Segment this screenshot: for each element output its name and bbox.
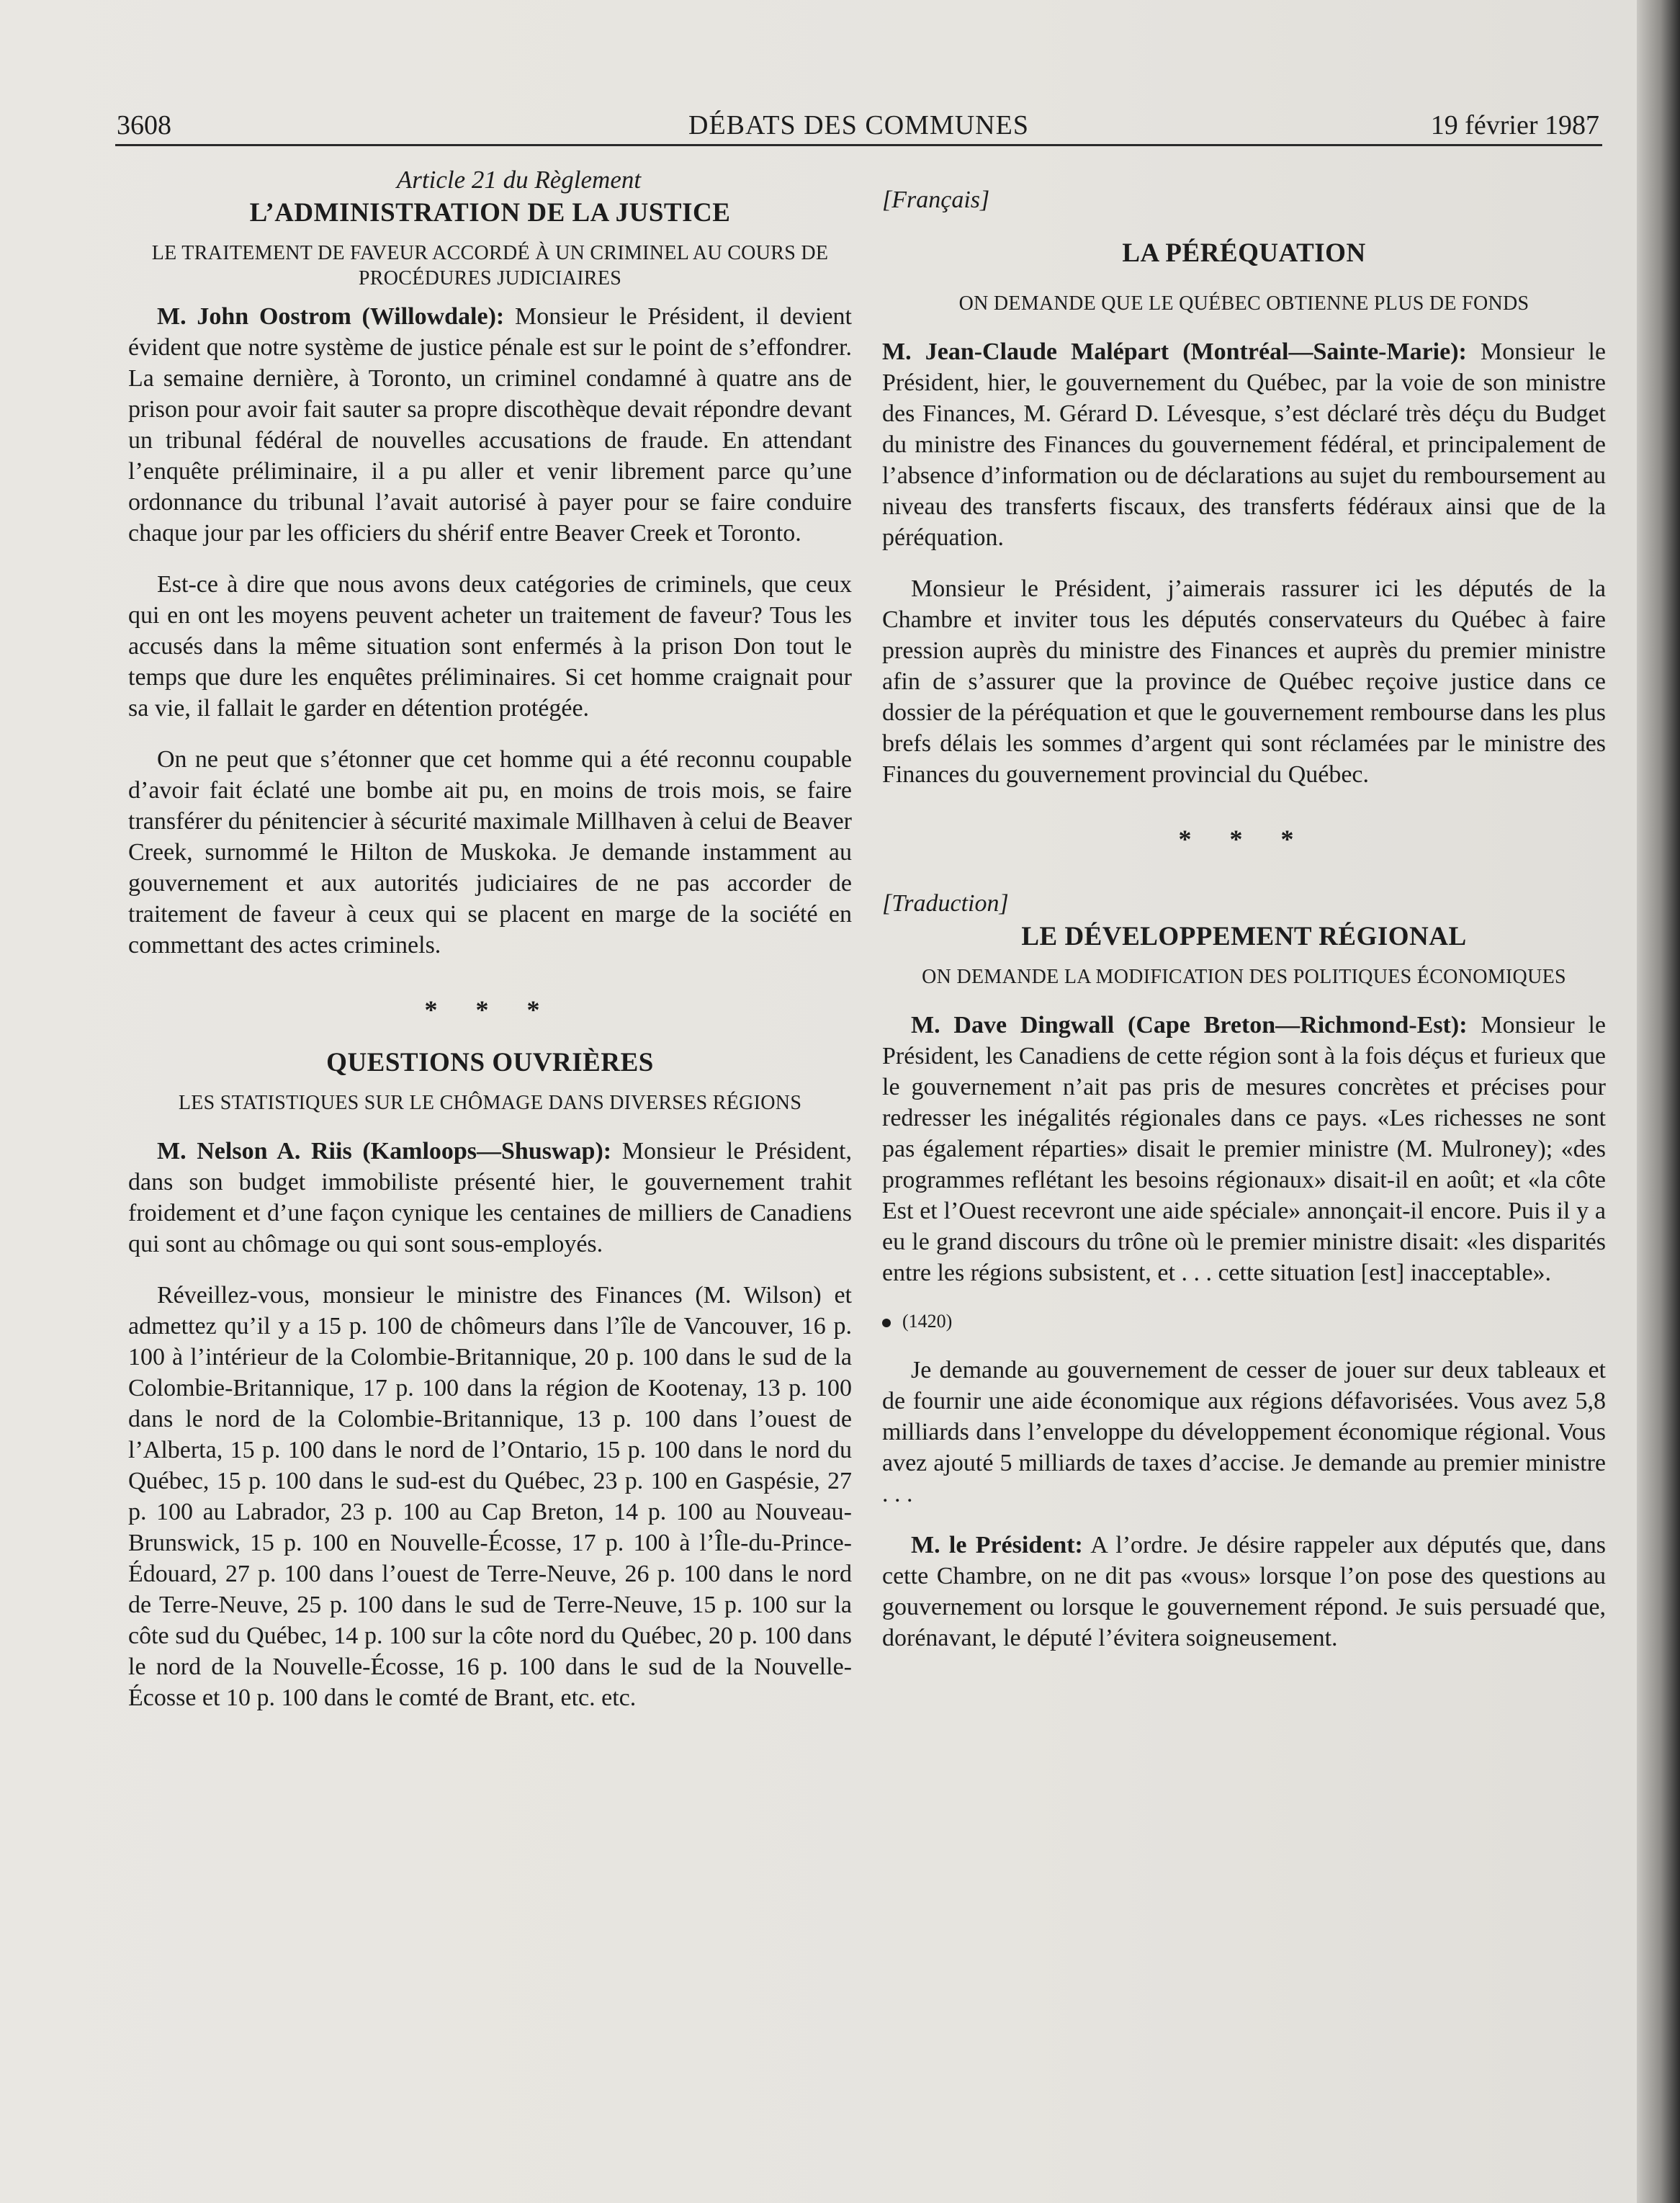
subtitle-unemployment: LES STATISTIQUES SUR LE CHÔMAGE DANS DIVERSES RÉGIONS (178, 1092, 802, 1114)
section-separator: * * * (1178, 825, 1310, 853)
language-marker-translation: [Traduction] (882, 890, 1009, 917)
speaker-oostrom: M. John Oostrom (Willowdale): (157, 303, 505, 330)
standing-order-reference: Article 21 du Règlement (396, 166, 642, 194)
section-title-equalization: LA PÉRÉQUATION (1122, 238, 1366, 268)
page-number: 3608 (117, 110, 171, 140)
speaker-riis: M. Nelson A. Riis (Kamloops—Shuswap): (157, 1138, 612, 1165)
section-title-regional-development: LE DÉVELOPPEMENT RÉGIONAL (1021, 922, 1467, 951)
paragraph-millhaven: On ne peut que s’étonner que cet homme qui a été reconnu coupable d’avoir fait éclaté une bombe ait pu, en moins de trois mois, se faire transférer du pénitencier à sécurité maximale Millhaven à celui de Beaver Creek, surnommé le Hilton de Muskoka. Je demande instamment au gouvernement et aux autorités judiciaires de ne pas accorder de traitement de faveur à ceux qui se placent en marge de la société en commettant des actes criminels. (128, 746, 852, 959)
speaker-dingwall: M. Dave Dingwall (Cape Breton—Richmond-Est): (911, 1012, 1468, 1038)
paragraph-oostrom (128, 301, 852, 549)
running-header (115, 101, 1602, 146)
subtitle-favour-treatment: LE TRAITEMENT DE FAVEUR ACCORDÉ À UN CRIMINEL AU COURS DE PROCÉDURES JUDICIAIRES (151, 242, 829, 290)
bullet-icon (882, 1319, 891, 1327)
malepart-statement: Monsieur le Président, hier, le gouvernement du Québec, par la voie de son ministre des Finances, M. Gérard D. Lévesque, s’est déclaré très déçu du Budget du ministre des Finances du gouvernement fédéral, et principalement de l’absence d’information ou de déclarations au sujet du remboursement au niveau des transferts fiscaux, des transferts fédéraux ainsi que de la péréquation. (882, 338, 1606, 551)
language-marker-french: [Français] (882, 187, 990, 213)
paragraph-speaker-order (882, 1530, 1606, 1654)
paragraph-two-categories: Est-ce à dire que nous avons deux catégories de criminels, que ceux qui en ont les moyens peuvent acheter un traitement de faveur? Tous les accusés dans la même situation sont enfermés à la prison Don tout le temps que dure les enquêtes préliminaires. Si cet homme craignait pour sa vie, il fallait le garder en détention protégée. (128, 571, 852, 722)
speaker-malepart: M. Jean-Claude Malépart (Montréal—Sainte-Marie): (882, 338, 1467, 365)
paragraph-reassure-members: Monsieur le Président, j’aimerais rassurer ici les députés de la Chambre et inviter tous les députés conservateurs du Québec à faire pression auprès du ministre des Finances et auprès du premier ministre afin de s’assurer que la province de Québec reçoive justice dans ce dossier de la péréquation et que le gouvernement rembourse dans les plus brefs délais les sommes d’argent qui sont réclamées par le ministre des Finances du gouvernement provincial du Québec. (882, 575, 1606, 788)
section-title-labour: QUESTIONS OUVRIÈRES (326, 1048, 654, 1077)
left-column (128, 164, 852, 1713)
speaker-president: M. le Président: (911, 1532, 1083, 1558)
paragraph-two-tables: Je demande au gouvernement de cesser de jouer sur deux tableaux et de fournir une aide économique aux régions défavorisées. Vous avez 5,8 milliards dans l’enveloppe du développement économique régional. Vous avez ajouté 5 milliards de taxes d’accise. Je demande au premier ministre . . . (882, 1357, 1606, 1507)
paragraph-dingwall (882, 1010, 1606, 1288)
dingwall-statement: Monsieur le Président, les Canadiens de cette région sont à la fois déçus et furieux que le gouvernement n’ait pas pris de mesures concrètes et précises pour redresser les inégalités régionales dans ce pays. «Les richesses ne sont pas également réparties» disait le premier ministre (M. Mulroney); «des programmes reflétant les besoins régionaux» disait-il en août; et «la côte Est et l’Ouest recevront une aide spéciale» annonçait-il encore. Puis il y a eu le grand discours du trône où le premier ministre disait: «les disparités entre les régions subsistent, et . . . cette situation [est] inacceptable». (882, 1012, 1606, 1286)
paragraph-unemployment-rates: Réveillez-vous, monsieur le ministre des Finances (M. Wilson) et admettez qu’il y a 15 p. 100 de chômeurs dans l’île de Vancouver, 16 p. 100 à l’intérieur de la Colombie-Britannique, 20 p. 100 dans le sud de la Colombie-Britannique, 17 p. 100 dans la région de Kootenay, 13 p. 100 dans le nord de la Colombie-Britannique, 13 p. 100 dans l’ouest de l’Alberta, 15 p. 100 dans le nord de l’Ontario, 15 p. 100 dans le nord du Québec, 15 p. 100 dans le sud-est du Québec, 23 p. 100 en Gaspésie, 27 p. 100 au Labrador, 23 p. 100 au Cap Breton, 14 p. 100 au Nouveau-Brunswick, 15 p. 100 en Nouvelle-Écosse, 17 p. 100 à l’Île-du-Prince-Édouard, 27 p. 100 dans l’ouest de Terre-Neuve, 26 p. 100 dans le nord de Terre-Neuve, 25 p. 100 dans le sud de Terre-Neuve, 15 p. 100 sur la côte sud du Québec, 14 p. 100 sur la côte nord du Québec, 20 p. 100 dans le nord de la Nouvelle-Écosse, 16 p. 100 dans le sud de la Nouvelle-Écosse et 10 p. 100 dans le comté de Brant, etc. etc. (128, 1282, 852, 1711)
paragraph-malepart (882, 336, 1606, 553)
subtitle-economic-policies: ON DEMANDE LA MODIFICATION DES POLITIQUES ÉCONOMIQUES (922, 966, 1566, 988)
section-title-justice: L’ADMINISTRATION DE LA JUSTICE (249, 198, 731, 228)
president-statement: A l’ordre. Je désire rappeler aux députés que, dans cette Chambre, on ne dit pas «vous» lorsque l’on pose des questions au gouvernement ou lorsque le gouvernement répond. Je suis persuadé que, dorénavant, le député l’évitera soigneusement. (882, 1532, 1606, 1651)
oostrom-statement: Monsieur le Président, il devient évident que notre système de justice pénale est sur le point de s’effondrer. La semaine dernière, à Toronto, un criminel condamné à quatre ans de prison pour avoir fait sauter sa propre discothèque devait répondre devant un tribunal fédéral de nouvelles accusations de fraude. En attendant l’enquête préliminaire, il a pu aller et venir librement parce qu’une ordonnance du tribunal l’avait autorisé à payer pour se faire conduire chaque jour par les officiers du shérif entre Beaver Creek et Toronto. (128, 303, 852, 547)
section-separator: * * * (424, 995, 556, 1024)
sitting-date: 19 février 1987 (1430, 110, 1599, 140)
right-column (882, 164, 1606, 1654)
time-stamp: (1420) (902, 1311, 953, 1332)
publication-title: DÉBATS DES COMMUNES (688, 110, 1029, 140)
riis-statement: Monsieur le Président, dans son budget immobiliste présenté hier, le gouvernement trahit froidement et d’une façon cynique les centaines de milliers de Canadiens qui sont au chômage ou qui sont sous-employés. (128, 1138, 852, 1257)
book-spine-shadow (1637, 0, 1680, 2203)
paragraph-riis (128, 1136, 852, 1260)
time-marker (882, 1309, 1606, 1334)
subtitle-quebec-funds: ON DEMANDE QUE LE QUÉBEC OBTIENNE PLUS DE FONDS (958, 292, 1529, 315)
